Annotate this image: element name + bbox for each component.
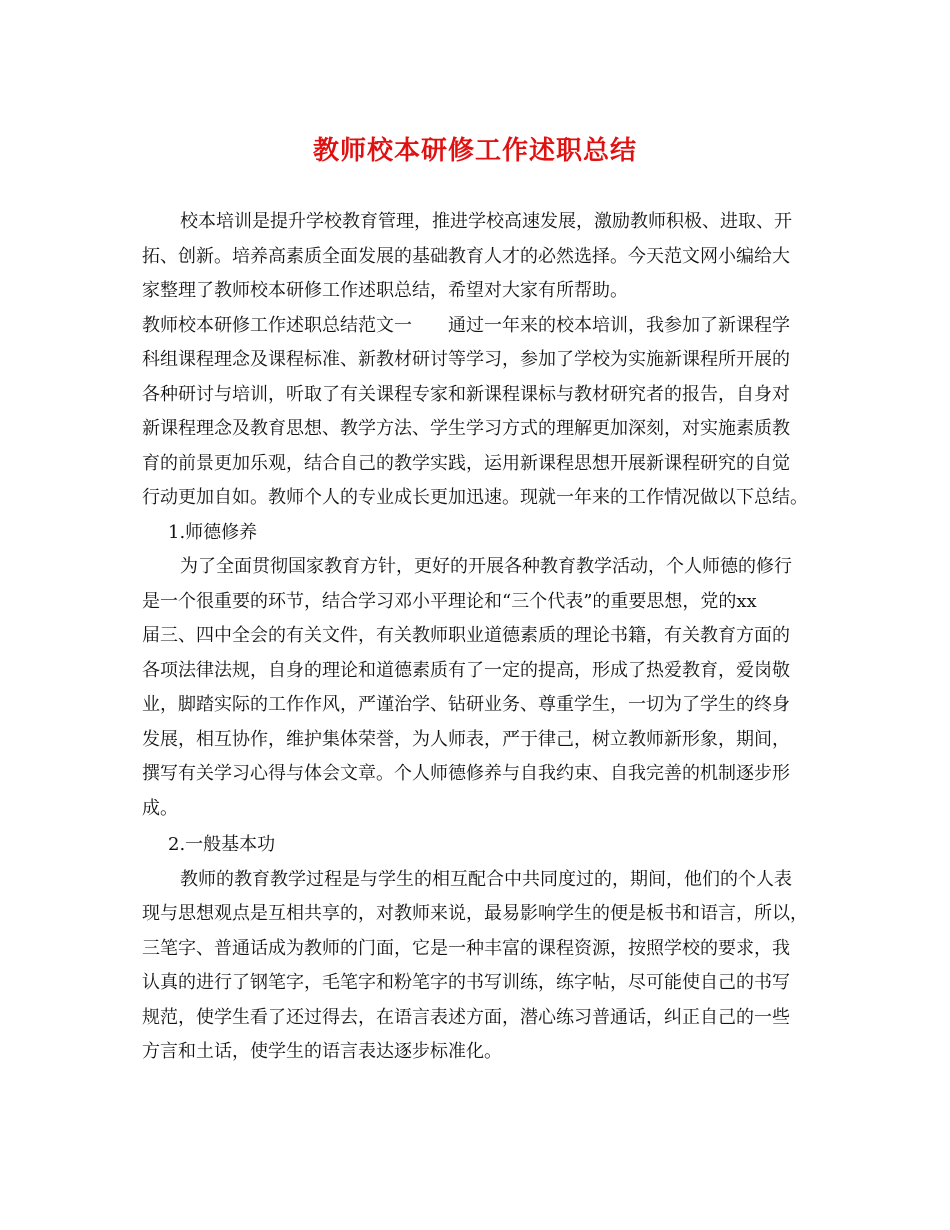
paragraph-line: 教师校本研修工作述职总结范文一 通过一年来的校本培训，我参加了新课程学 <box>142 314 790 336</box>
paragraph-line: 届三、四中全会的有关文件，有关教师职业道德素质的理论书籍，有关教育方面的 <box>142 625 790 646</box>
paragraph-line: 校本培训是提升学校教育管理，推进学校高速发展，激励教师积极、进取、开 <box>180 211 792 232</box>
paragraph-line: 为了全面贯彻国家教育方针，更好的开展各种教育教学活动，个人师德的修行 <box>180 556 792 577</box>
document-title: 教师校本研修工作述职总结 <box>312 136 637 166</box>
paragraph-line: 认真的进行了钢笔字，毛笔字和粉笔字的书写训练，练字帖，尽可能使自己的书写 <box>142 972 790 993</box>
paragraph-line: 各项法律法规，自身的理论和道德素质有了一定的提高，形成了热爱教育，爱岗敬 <box>142 659 790 681</box>
paragraph-line: 现与思想观点是互相共享的，对教师来说，最易影响学生的便是板书和语言，所以， <box>142 903 808 924</box>
paragraph-line: 规范，使学生看了还过得去，在语言表述方面，潜心练习普通话，纠正自己的一些 <box>142 1006 790 1028</box>
paragraph-line: 拓、创新。培养高素质全面发展的基础教育人才的必然选择。今天范文网小编给大 <box>142 245 790 267</box>
paragraph-line: 新课程理念及教育思想、教学方法、学生学习方式的理解更加深刻，对实施素质教 <box>142 418 790 439</box>
document-body <box>142 205 826 1070</box>
paragraph-line: 三笔字、普通话成为教师的门面，它是一种丰富的课程资源，按照学校的要求，我 <box>142 937 790 959</box>
paragraph-line: 发展，相互协作，维护集体荣誉，为人师表，严于律己，树立教师新形象，期间， <box>142 728 790 750</box>
paragraph-line: 教师的教育教学过程是与学生的相互配合中共同度过的，期间，他们的个人表 <box>180 868 792 890</box>
paragraph-line: 科组课程理念及课程标准、新教材研讨等学习，参加了学校为实施新课程所开展的 <box>142 349 790 370</box>
paragraph-line: 育的前景更加乐观，结合自己的教学实践，运用新课程思想开展新课程研究的自觉 <box>142 452 790 474</box>
paragraph-line: 撰写有关学习心得与体会文章。个人师德修养与自我约束、自我完善的机制逐步形 <box>142 763 790 784</box>
paragraph-line: 业，脚踏实际的工作作风，严谨治学、钻研业务、尊重学生，一切为了学生的终身 <box>142 694 790 715</box>
paragraph-line: 方言和土话，使学生的语言表达逐步标准化。 <box>142 1041 502 1062</box>
paragraph-line: 各种研讨与培训，听取了有关课程专家和新课程课标与教材研究者的报告，自身对 <box>142 383 790 405</box>
paragraph-line: 行动更加自如。教师个人的专业成长更加迅速。现就一年来的工作情况做以下总结。 <box>142 487 808 508</box>
section-heading: 1.师德修养 <box>168 521 258 543</box>
paragraph-line: 成。 <box>142 797 178 819</box>
section-heading: 2.一般基本功 <box>168 834 276 855</box>
paragraph-line: 家整理了教师校本研修工作述职总结，希望对大家有所帮助。 <box>142 280 628 301</box>
paragraph-line: 是一个很重要的环节，结合学习邓小平理论和“三个代表”的重要思想，党的xx <box>142 590 757 612</box>
